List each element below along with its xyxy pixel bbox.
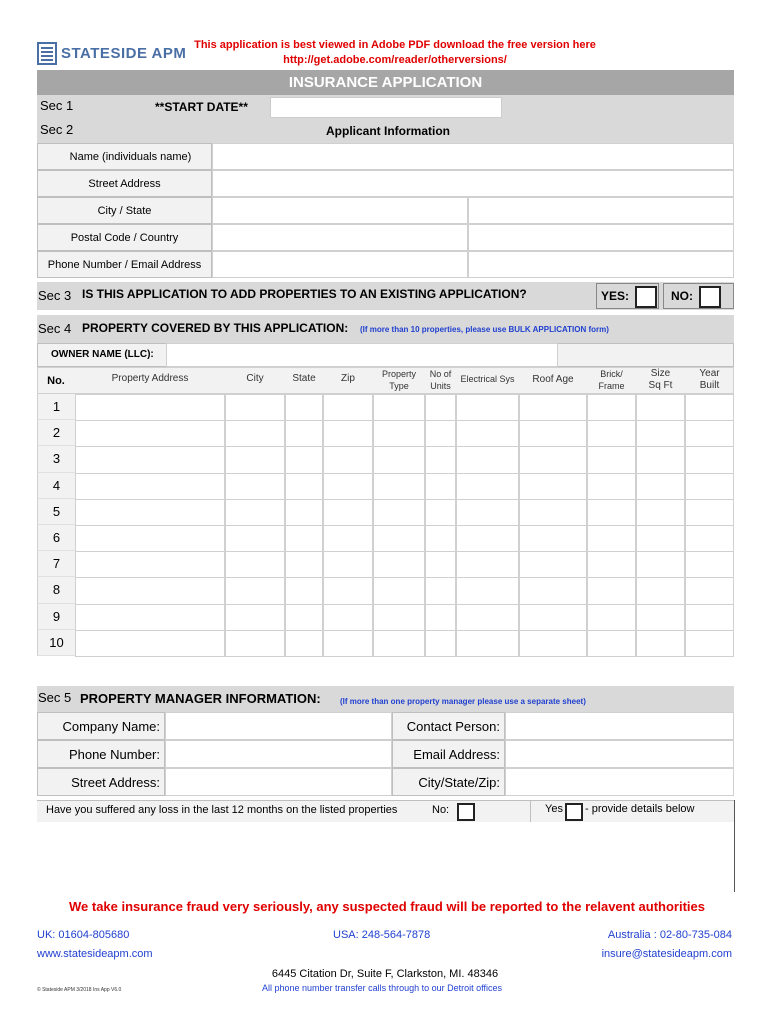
email-link[interactable]: insure@statesideapm.com [601,948,732,960]
col-electrical: Electrical Sys [460,374,515,384]
col-state: State [292,373,316,384]
property-cell-units[interactable] [425,604,456,631]
country-input[interactable] [468,224,734,251]
name-label: Name (individuals name) [37,143,212,170]
start-date-label: **START DATE** [155,100,248,114]
property-cell-state[interactable] [285,577,323,604]
street-label: Street Address [37,170,212,197]
property-cell-units[interactable] [425,446,456,473]
property-cell-size[interactable] [636,394,685,421]
property-cell-zip[interactable] [323,394,373,421]
property-cell-frame[interactable] [587,525,636,552]
sec5-label: Sec 5 [38,690,72,705]
city-state-label: City / State [37,197,212,224]
row-number: 4 [37,473,75,499]
loss-details-label: - provide details below [585,803,695,815]
property-cell-city[interactable] [225,420,285,447]
property-cell-units[interactable] [425,420,456,447]
property-cell-type[interactable] [373,630,425,657]
property-cell-size[interactable] [636,604,685,631]
sec3-label: Sec 3 [38,288,72,303]
property-cell-address[interactable] [75,446,225,473]
property-cell-size[interactable] [636,473,685,500]
property-cell-year[interactable] [685,525,734,552]
applicant-info-title: Applicant Information [326,124,450,138]
property-cell-type[interactable] [373,499,425,526]
property-cell-year[interactable] [685,630,734,657]
property-cell-size[interactable] [636,525,685,552]
sec5-title: PROPERTY MANAGER INFORMATION: [80,691,321,706]
property-cell-state[interactable] [285,551,323,578]
property-cell-units[interactable] [425,394,456,421]
property-cell-type[interactable] [373,473,425,500]
col-no: No. [47,374,65,387]
property-cell-size[interactable] [636,630,685,657]
property-cell-address[interactable] [75,394,225,421]
sec4-note: (If more than 10 properties, please use BULK APPLICATION form) [360,325,609,334]
property-cell-frame[interactable] [587,473,636,500]
property-cell-frame[interactable] [587,577,636,604]
street-input[interactable] [212,170,734,197]
property-cell-city[interactable] [225,577,285,604]
property-cell-units[interactable] [425,577,456,604]
row-number: 7 [37,551,75,577]
property-cell-type[interactable] [373,551,425,578]
usa-phone: USA: 248-564-7878 [333,929,431,941]
row-number: 8 [37,577,75,603]
phone-email-label: Phone Number / Email Address [37,251,212,278]
transfer-note: All phone number transfer calls through to our Detroit offices [262,983,502,993]
row-number: 6 [37,525,75,551]
property-cell-type[interactable] [373,525,425,552]
property-cell-electrical[interactable] [456,551,519,578]
property-cell-year[interactable] [685,604,734,631]
property-cell-city[interactable] [225,473,285,500]
col-brick-frame: Brick/ Frame [598,369,625,391]
property-cell-address[interactable] [75,473,225,500]
property-cell-zip[interactable] [323,630,373,657]
property-cell-units[interactable] [425,473,456,500]
pdf-notice [190,38,600,68]
sec4-title: PROPERTY COVERED BY THIS APPLICATION: [82,321,349,335]
start-date-input[interactable] [270,97,502,118]
row-number: 3 [37,446,75,472]
loss-yes-label: Yes [545,803,563,815]
email-input[interactable] [468,251,734,278]
pm-city-label: City/State/Zip: [392,768,505,796]
property-cell-zip[interactable] [323,551,373,578]
property-cell-roof[interactable] [519,525,587,552]
property-cell-city[interactable] [225,446,285,473]
col-size: Size Sq Ft [648,368,673,391]
property-cell-address[interactable] [75,420,225,447]
property-cell-units[interactable] [425,499,456,526]
version-note: © Stateside APM 3/2018 Ins App V6.0 [37,987,122,993]
property-cell-frame[interactable] [587,394,636,421]
sec1-label: Sec 1 [40,98,74,113]
property-cell-state[interactable] [285,446,323,473]
property-cell-state[interactable] [285,499,323,526]
property-cell-electrical[interactable] [456,473,519,500]
property-cell-state[interactable] [285,420,323,447]
property-cell-frame[interactable] [587,446,636,473]
website-link[interactable]: www.statesideapm.com [37,948,153,960]
property-cell-state[interactable] [285,604,323,631]
property-cell-address[interactable] [75,499,225,526]
col-address: Property Address [111,373,189,384]
property-cell-zip[interactable] [323,577,373,604]
property-cell-zip[interactable] [323,604,373,631]
property-cell-units[interactable] [425,525,456,552]
property-cell-size[interactable] [636,499,685,526]
property-cell-roof[interactable] [519,499,587,526]
property-cell-size[interactable] [636,420,685,447]
row-number: 1 [37,394,75,420]
property-cell-electrical[interactable] [456,577,519,604]
owner-label: OWNER NAME (LLC): [51,349,154,360]
col-city: City [246,373,264,384]
property-cell-state[interactable] [285,630,323,657]
no-label: NO: [671,289,693,303]
property-cell-electrical[interactable] [456,446,519,473]
property-cell-roof[interactable] [519,630,587,657]
yes-label: YES: [601,289,630,303]
property-cell-electrical[interactable] [456,499,519,526]
property-cell-roof[interactable] [519,420,587,447]
property-cell-zip[interactable] [323,420,373,447]
property-cell-zip[interactable] [323,446,373,473]
property-cell-roof[interactable] [519,577,587,604]
property-cell-roof[interactable] [519,394,587,421]
property-cell-year[interactable] [685,499,734,526]
pm-email-label: Email Address: [392,740,505,768]
loss-no-label: No: [432,804,450,816]
pm-phone-input[interactable] [165,740,392,768]
state-input[interactable] [468,197,734,224]
loss-question: Have you suffered any loss in the last 12 months on the listed properties [46,804,398,816]
property-cell-frame[interactable] [587,499,636,526]
pm-email-input[interactable] [505,740,734,768]
pm-city-input[interactable] [505,768,734,796]
yes-checkbox[interactable] [635,286,657,308]
property-cell-year[interactable] [685,473,734,500]
property-cell-electrical[interactable] [456,630,519,657]
property-cell-frame[interactable] [587,420,636,447]
loss-no-checkbox[interactable] [457,803,475,821]
building-logo-icon [37,41,57,65]
sec5-note: (If more than one property manager please use a separate sheet) [340,697,586,706]
property-cell-type[interactable] [373,446,425,473]
property-cell-address[interactable] [75,604,225,631]
col-property-type: Property Type [381,368,416,391]
loss-divider [530,800,531,822]
page-title: INSURANCE APPLICATION [37,70,734,95]
row-number: 2 [37,420,75,446]
row-number: 5 [37,499,75,525]
sec4-label: Sec 4 [38,321,72,336]
row-number: 9 [37,604,75,630]
property-cell-city[interactable] [225,630,285,657]
property-cell-type[interactable] [373,394,425,421]
property-cell-year[interactable] [685,420,734,447]
property-cell-size[interactable] [636,446,685,473]
property-cell-electrical[interactable] [456,420,519,447]
property-cell-electrical[interactable] [456,604,519,631]
contact-input[interactable] [505,712,734,740]
property-cell-year[interactable] [685,446,734,473]
property-cell-frame[interactable] [587,604,636,631]
postal-label: Postal Code / Country [37,224,212,251]
property-cell-address[interactable] [75,630,225,657]
pdf-notice-line1: This application is best viewed in Adobe PDF download the free version here [194,39,596,51]
owner-input[interactable] [166,343,558,367]
property-cell-year[interactable] [685,551,734,578]
phone-input[interactable] [212,251,468,278]
fraud-warning: We take insurance fraud very seriously, any suspected fraud will be reported to the relavent authorities [69,899,705,914]
property-cell-zip[interactable] [323,473,373,500]
property-cell-roof[interactable] [519,446,587,473]
property-cell-state[interactable] [285,473,323,500]
col-units: No of Units [429,368,452,391]
property-cell-address[interactable] [75,577,225,604]
postal-input[interactable] [212,224,468,251]
property-cell-zip[interactable] [323,499,373,526]
property-cell-frame[interactable] [587,630,636,657]
property-cell-year[interactable] [685,577,734,604]
pm-street-label: Street Address: [37,768,165,796]
col-roof-age: Roof Age [532,374,574,385]
office-address: 6445 Citation Dr, Suite F, Clarkston, MI. 48346 [271,968,499,980]
loss-yes-checkbox[interactable] [565,803,583,821]
property-cell-frame[interactable] [587,551,636,578]
property-cell-city[interactable] [225,604,285,631]
property-cell-type[interactable] [373,577,425,604]
property-cell-state[interactable] [285,394,323,421]
property-cell-state[interactable] [285,525,323,552]
property-cell-electrical[interactable] [456,394,519,421]
property-cell-roof[interactable] [519,551,587,578]
pm-phone-label: Phone Number: [37,740,165,768]
property-cell-size[interactable] [636,577,685,604]
pm-street-input[interactable] [165,768,392,796]
col-year: Year Built [699,368,720,391]
no-checkbox[interactable] [699,286,721,308]
property-cell-roof[interactable] [519,604,587,631]
logo [37,40,187,66]
property-cell-address[interactable] [75,551,225,578]
property-cell-roof[interactable] [519,473,587,500]
col-zip: Zip [341,373,355,384]
uk-phone: UK: 01604-805680 [37,929,130,941]
company-input[interactable] [165,712,392,740]
property-cell-address[interactable] [75,525,225,552]
australia-phone: Australia : 02-80-735-084 [607,929,732,941]
property-cell-electrical[interactable] [456,525,519,552]
row-number: 10 [37,630,75,656]
contact-label: Contact Person: [392,712,505,740]
property-cell-year[interactable] [685,394,734,421]
property-cell-type[interactable] [373,420,425,447]
property-cell-city[interactable] [225,551,285,578]
name-input[interactable] [212,143,734,170]
city-input[interactable] [212,197,468,224]
property-cell-zip[interactable] [323,525,373,552]
adobe-link[interactable]: http://get.adobe.com/reader/otherversions/ [283,54,507,66]
property-cell-units[interactable] [425,630,456,657]
loss-details-area-border [734,800,735,892]
property-cell-city[interactable] [225,394,285,421]
company-label: Company Name: [37,712,165,740]
property-cell-type[interactable] [373,604,425,631]
sec2-label: Sec 2 [40,122,74,137]
property-cell-size[interactable] [636,551,685,578]
logo-text: STATESIDE APM [61,44,187,62]
property-cell-city[interactable] [225,499,285,526]
property-cell-city[interactable] [225,525,285,552]
property-cell-units[interactable] [425,551,456,578]
sec3-question: IS THIS APPLICATION TO ADD PROPERTIES TO AN EXISTING APPLICATION? [82,287,527,301]
